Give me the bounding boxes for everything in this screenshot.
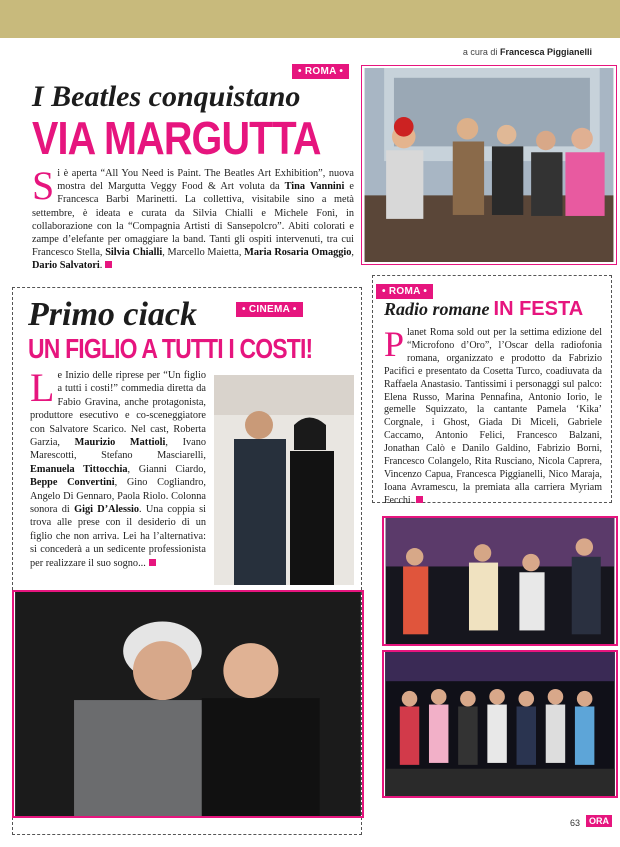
- end-square-icon: [149, 559, 156, 566]
- article1-tag: • ROMA •: [292, 64, 349, 79]
- text-run: , Marcello Maietta,: [162, 247, 245, 259]
- text-run: ,: [351, 247, 354, 259]
- text-run: lanet Roma sold out per la settima edizione del “Microfono d’Oro”, l’Oscar della radiofonia romana, organizzato e prodotto da Fabrizio Pacifici e presentato da Cosetta Turco, coadiuvata da Raffaela Anastasio. Tantissimi i personaggi sul palco: Elena Russo, Marina Pennafina, Antonio Iorio, le gemelle Squizzato, la cantante Pamela ‘Kika’ Corgnale, i Ghost, Giada Di Miceli, Gabriele Caccamo, Antonio Felici, Francesco Balzani, Jonathan Calò e Danilo Galdino, Fabrizio Borni, Francesco Colangelo, Rita Rusciano, Nicola Caprera, Vincenzo Capua, Francesca Piggianelli, Nico Maraja, Ioana Avramescu, la premiata alla carriera Myriam Fecchi.: [384, 327, 602, 506]
- curated-prefix: a cura di: [462, 47, 498, 57]
- article2-body-text: [30, 365, 207, 569]
- text-run: , Gino Cogliandro, Angelo Di Gennaro, Paola Riolo. Colonna sonora di: [30, 477, 206, 516]
- bold-name: Emanuela Tittocchia: [30, 463, 128, 475]
- end-square-icon: [105, 261, 112, 268]
- article3-tag: • ROMA •: [376, 284, 433, 299]
- bold-name: Beppe Convertini: [30, 477, 115, 489]
- top-color-band: [0, 0, 620, 38]
- text-run: .: [99, 260, 103, 272]
- article3-dropcap: P: [384, 324, 405, 364]
- premiere-couple-photo: [214, 375, 354, 585]
- end-square-icon: [416, 496, 423, 503]
- curated-author: Francesca Piggianelli: [499, 47, 592, 57]
- bold-name: Maurizio Mattioli: [74, 437, 166, 449]
- magazine-logo: ORA: [586, 815, 612, 827]
- radio-stage-photo-2: [382, 650, 618, 798]
- article2-tag: • CINEMA •: [236, 302, 303, 317]
- bold-name: Dario Salvatori: [32, 260, 100, 272]
- article2-title-block: UN FIGLIO A TUTTI I COSTI!: [28, 333, 313, 364]
- article1-body: [32, 163, 354, 273]
- two-men-photo: [12, 590, 364, 818]
- text-run: , Ivano Marescotti, Stefano Masciarelli,: [30, 437, 207, 462]
- article3-body-text: [384, 324, 602, 506]
- page-number: 63: [569, 818, 580, 828]
- article1-dropcap: S: [32, 163, 55, 208]
- beatles-exhibition-photo: [362, 66, 616, 264]
- text-run: i è aperta “All You Need is Paint. The Beatles Art Exhibition”, nuova mostra del Margutta Veggy Food & Art voluta da: [57, 168, 354, 193]
- bold-name: Gigi D’Alessio: [74, 504, 140, 516]
- bold-name: Maria Rosaria Omaggio: [244, 247, 352, 259]
- curated-by-line: [463, 47, 592, 57]
- text-run: e Francesca Barbi Marinetti. La collettiva, visitabile sino a metà settembre, è ideata e curata da Silvia Chialli e Michele Fonì, in collaborazione con la “Compagnia Artisti di Sansepolcro”. Abiti colorati e zampe d’elefante per omaggiare la band. Tanti gli ospiti intervenuti, tra cui Francesco Stella,: [32, 181, 354, 259]
- text-run: , Gianni Ciardo,: [127, 463, 206, 475]
- text-run: e Inizio delle riprese per “Un figlio a tutti i costi!” commedia diretta da Fabio Gravina, anche protagonista, produttore esecutivo e co-sceneggiatore con Salvatore Scarico. Nel cast, Roberta Garzia,: [30, 370, 206, 449]
- article1-title-script: I Beatles conquistano: [32, 80, 301, 113]
- article3-title-block: IN FESTA: [493, 298, 584, 320]
- article2-dropcap: L: [30, 365, 55, 410]
- bold-name: Silvia Chialli: [105, 247, 163, 259]
- article2-title-script: Primo ciack: [28, 296, 198, 333]
- radio-stage-photo-1: [382, 516, 618, 646]
- article1-body-text: [32, 163, 354, 272]
- bold-name: Tina Vannini: [284, 181, 345, 193]
- article2-body: [30, 365, 207, 570]
- article3-body: [384, 324, 602, 508]
- article3-title-script: Radio romane: [384, 299, 490, 319]
- article3-title: [384, 298, 583, 321]
- article1-title-block: VIA MARGUTTA: [32, 112, 321, 164]
- text-run: . Una coppia si trova alle prese con il desiderio di un figlio che non arriva. Lei ha l’alternativa: si concederà a un sedicente professionista per realizzare il suo sogno...: [30, 504, 206, 569]
